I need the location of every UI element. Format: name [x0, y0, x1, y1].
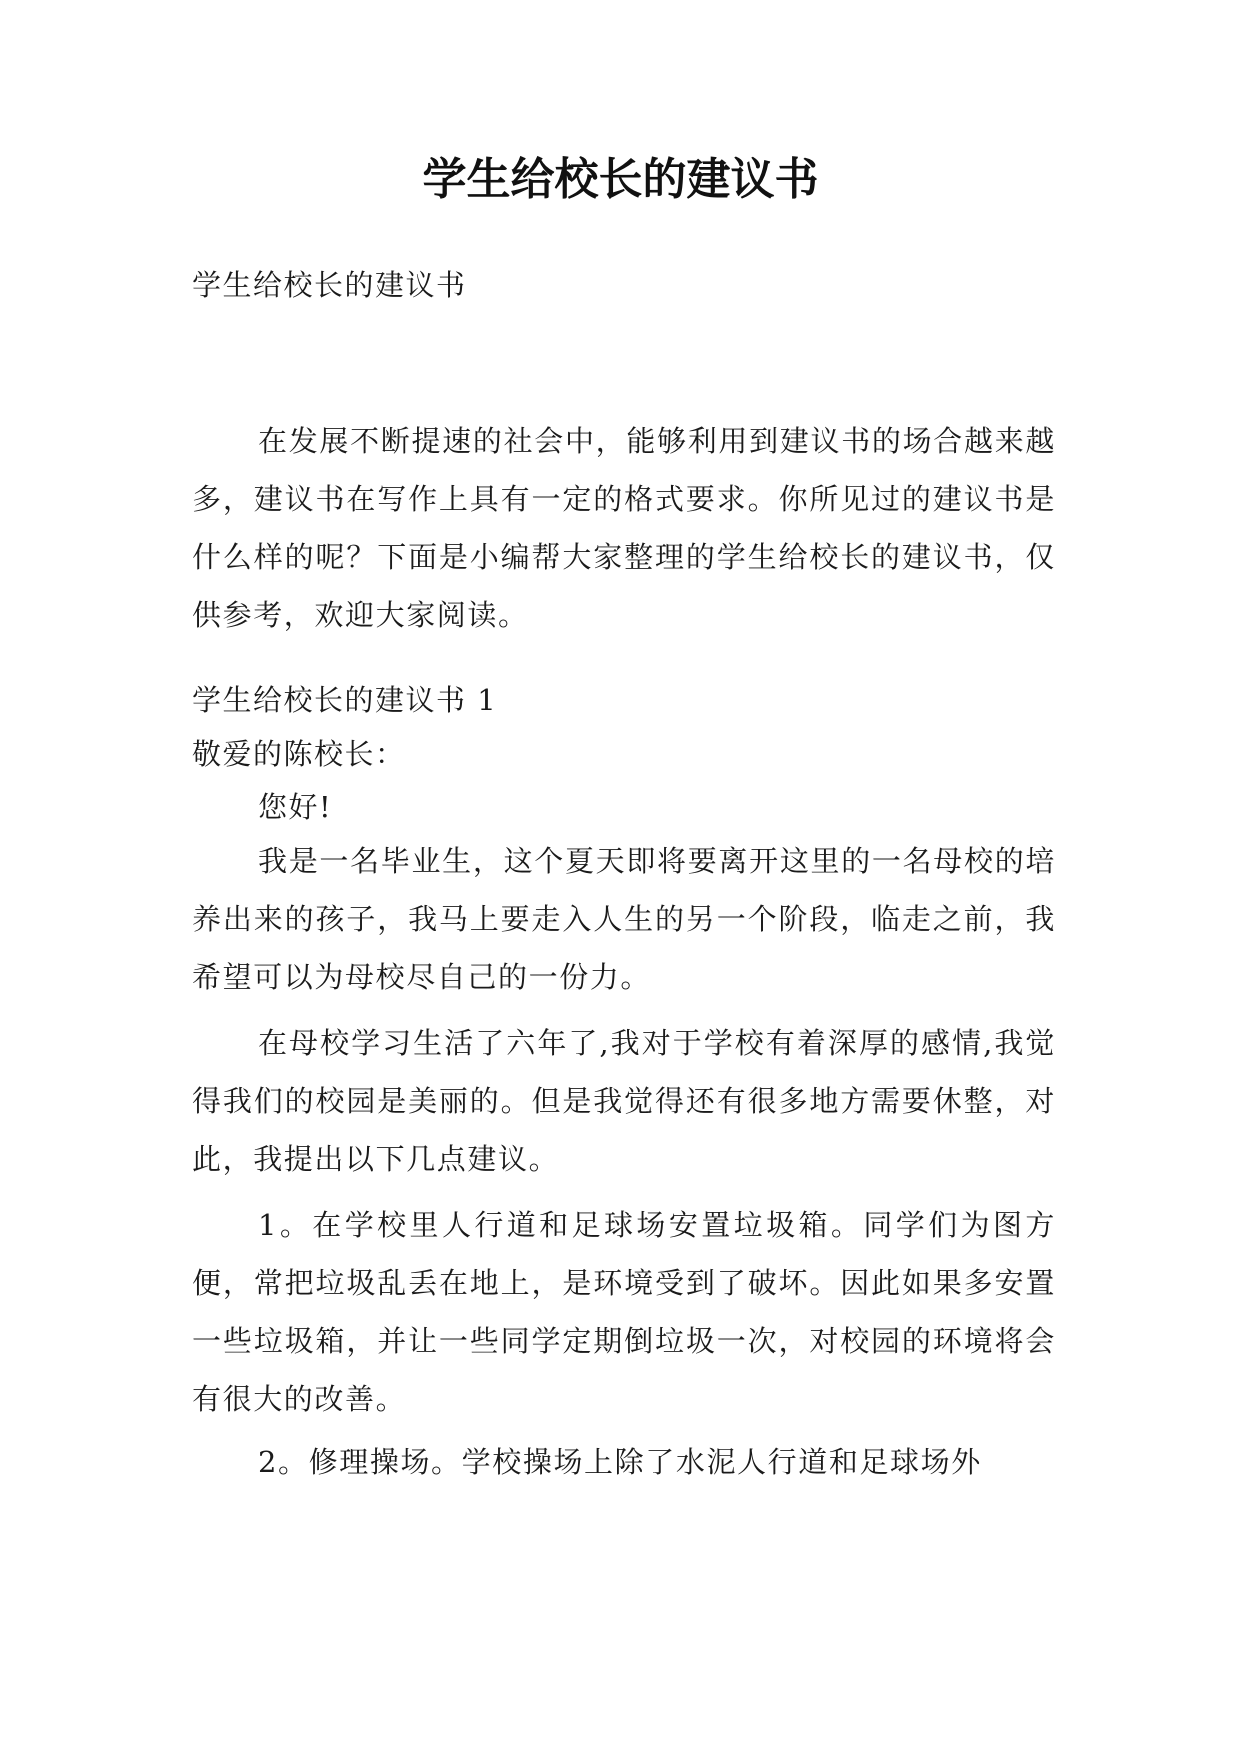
- body-paragraph-2: 在母校学习生活了六年了,我对于学校有着深厚的感情,我觉得我们的校园是美丽的。但是我觉得还有很多地方需要休整，对此，我提出以下几点建议。: [192, 1026, 1056, 1176]
- salutation: 敬爱的陈校长：: [192, 737, 406, 771]
- body-paragraph-4: 2。修理操场。学校操场上除了水泥人行道和足球场外: [258, 1445, 982, 1479]
- section-heading: 学生给校长的建议书 1: [192, 683, 498, 717]
- document-title: 学生给校长的建议书: [422, 154, 819, 205]
- intro-paragraph: 在发展不断提速的社会中，能够利用到建议书的场合越来越多，建议书在写作上具有一定的格式要求。你所见过的建议书是什么样的呢？下面是小编帮大家整理的学生给校长的建议书，仅供参考，欢迎大家阅读。: [192, 424, 1056, 632]
- body-paragraph-1: 我是一名毕业生，这个夏天即将要离开这里的一名母校的培养出来的孩子，我马上要走入人生的另一个阶段，临走之前，我希望可以为母校尽自己的一份力。: [192, 844, 1056, 994]
- body-paragraph-3: 1。在学校里人行道和足球场安置垃圾箱。同学们为图方便，常把垃圾乱丢在地上，是环境受到了破坏。因此如果多安置一些垃圾箱，并让一些同学定期倒垃圾一次，对校园的环境将会有很大的改善。: [192, 1208, 1056, 1416]
- document-subtitle: 学生给校长的建议书: [192, 268, 467, 302]
- greeting: 您好!: [258, 790, 333, 824]
